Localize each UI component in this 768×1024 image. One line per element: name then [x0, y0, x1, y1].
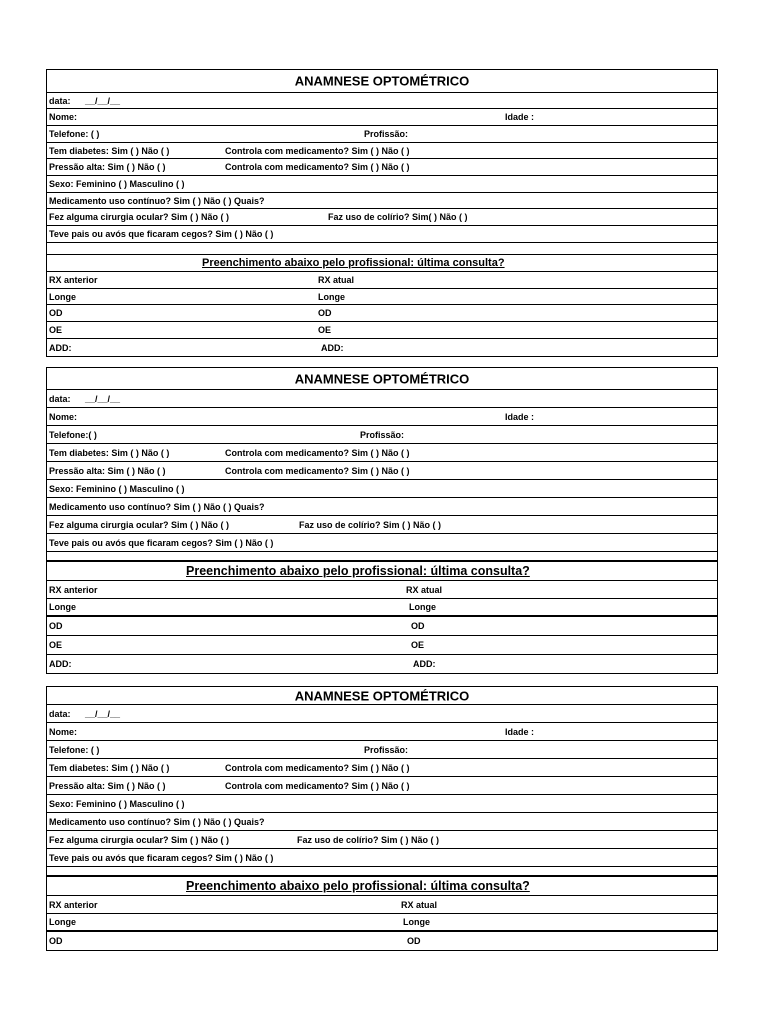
phone-field[interactable]: Telefone: ( )	[49, 129, 100, 139]
phone-row	[47, 741, 717, 759]
oe-row	[47, 636, 717, 655]
oe-atual-field[interactable]: OE	[318, 325, 332, 335]
od-anterior-field[interactable]: OD	[49, 308, 63, 318]
eyedrops-question[interactable]: Faz uso de colírio? Sim ( ) Não ( )	[297, 834, 440, 845]
diabetes-question[interactable]: Tem diabetes: Sim ( ) Não ( )	[49, 145, 170, 156]
name-row	[47, 723, 717, 741]
professional-header-row	[47, 877, 717, 896]
profession-field[interactable]: Profissão:	[360, 429, 405, 440]
eyedrops-question[interactable]: Faz uso de colírio? Sim ( ) Não ( )	[299, 519, 442, 530]
diabetes-row	[47, 444, 717, 462]
diabetes-medication-question[interactable]: Controla com medicamento? Sim ( ) Não ( )	[225, 447, 410, 458]
diabetes-row	[47, 143, 717, 159]
surgery-question[interactable]: Fez alguma cirurgia ocular? Sim ( ) Não ( )	[49, 212, 230, 222]
anamnese-form-2	[46, 367, 718, 674]
blind-relatives-row	[47, 849, 717, 867]
professional-header-row	[47, 255, 717, 272]
date-field[interactable]: __/__/__	[85, 393, 121, 404]
diabetes-question[interactable]: Tem diabetes: Sim ( ) Não ( )	[49, 447, 170, 458]
spacer-row	[47, 552, 717, 562]
longe-atual-field[interactable]: Longe	[318, 291, 345, 302]
rx-atual-label: RX atual	[318, 275, 355, 285]
oe-atual-field[interactable]: OE	[411, 640, 425, 650]
rx-header-row	[47, 272, 717, 289]
add-anterior-field[interactable]: ADD:	[49, 659, 72, 669]
date-field[interactable]: __/__/__	[85, 708, 121, 719]
name-field[interactable]: Nome:	[49, 726, 78, 737]
diabetes-medication-question[interactable]: Controla com medicamento? Sim ( ) Não ( )	[225, 762, 410, 773]
age-field[interactable]: Idade :	[505, 726, 535, 737]
sex-row	[47, 480, 717, 498]
profession-field[interactable]: Profissão:	[364, 744, 409, 755]
longe-row	[47, 914, 717, 932]
od-atual-field[interactable]: OD	[411, 621, 425, 631]
name-row	[47, 109, 717, 126]
longe-anterior-field[interactable]: Longe	[49, 602, 76, 612]
add-row	[47, 655, 717, 673]
medication-question[interactable]: Medicamento uso contínuo? Sim ( ) Não ( ) Quais?	[49, 501, 265, 512]
spacer-row	[47, 867, 717, 877]
surgery-row	[47, 209, 717, 226]
form-title-row	[47, 687, 717, 705]
od-anterior-field[interactable]: OD	[49, 621, 63, 631]
age-field[interactable]: Idade :	[505, 112, 535, 122]
longe-atual-field[interactable]: Longe	[403, 917, 430, 927]
longe-row	[47, 599, 717, 617]
blind-relatives-row	[47, 226, 717, 243]
rx-atual-label: RX atual	[406, 584, 443, 595]
oe-anterior-field[interactable]: OE	[49, 325, 63, 335]
pressure-row	[47, 777, 717, 795]
pressure-question[interactable]: Pressão alta: Sim ( ) Não ( )	[49, 780, 166, 791]
spacer-row	[47, 243, 717, 255]
date-label: data:	[49, 708, 71, 719]
date-row	[47, 390, 717, 408]
date-field[interactable]: __/__/__	[85, 95, 121, 106]
phone-row	[47, 426, 717, 444]
rx-atual-label: RX atual	[401, 899, 438, 910]
anamnese-form-1	[46, 69, 718, 357]
date-row	[47, 93, 717, 109]
pressure-row	[47, 462, 717, 480]
blind-relatives-question[interactable]: Teve pais ou avós que ficaram cegos? Sim ( ) Não ( )	[49, 537, 274, 548]
diabetes-row	[47, 759, 717, 777]
od-row	[47, 305, 717, 322]
name-row	[47, 408, 717, 426]
pressure-medication-question[interactable]: Controla com medicamento? Sim ( ) Não ( )	[225, 780, 410, 791]
longe-row	[47, 289, 717, 305]
surgery-row	[47, 516, 717, 534]
add-anterior-field[interactable]: ADD:	[49, 342, 72, 353]
pressure-question[interactable]: Pressão alta: Sim ( ) Não ( )	[49, 465, 166, 476]
od-atual-field[interactable]: OD	[318, 308, 332, 318]
rx-header-row	[47, 581, 717, 599]
diabetes-question[interactable]: Tem diabetes: Sim ( ) Não ( )	[49, 762, 170, 773]
date-row	[47, 705, 717, 723]
od-row	[47, 932, 717, 950]
surgery-question[interactable]: Fez alguma cirurgia ocular? Sim ( ) Não ( )	[49, 834, 230, 845]
od-atual-field[interactable]: OD	[407, 936, 421, 946]
pressure-medication-question[interactable]: Controla com medicamento? Sim ( ) Não ( )	[225, 465, 410, 476]
sex-question[interactable]: Sexo: Feminino ( ) Masculino ( )	[49, 798, 185, 809]
longe-atual-field[interactable]: Longe	[409, 602, 436, 612]
sex-question[interactable]: Sexo: Feminino ( ) Masculino ( )	[49, 179, 185, 189]
professional-header-row	[47, 562, 717, 581]
rx-anterior-label: RX anterior	[49, 899, 98, 910]
medication-question[interactable]: Medicamento uso contínuo? Sim ( ) Não ( ) Quais?	[49, 816, 265, 827]
age-field[interactable]: Idade :	[505, 411, 535, 422]
add-row	[47, 339, 717, 356]
blind-relatives-question[interactable]: Teve pais ou avós que ficaram cegos? Sim ( ) Não ( )	[49, 229, 274, 239]
rx-header-row	[47, 896, 717, 914]
diabetes-medication-question[interactable]: Controla com medicamento? Sim ( ) Não ( )	[225, 145, 410, 156]
phone-field[interactable]: Telefone: ( )	[49, 744, 100, 755]
profession-field[interactable]: Profissão:	[364, 129, 409, 139]
od-anterior-field[interactable]: OD	[49, 936, 63, 946]
professional-header: Preenchimento abaixo pelo profissional: última consulta?	[186, 879, 530, 893]
pressure-question[interactable]: Pressão alta: Sim ( ) Não ( )	[49, 162, 166, 172]
medication-row	[47, 193, 717, 209]
add-atual-field[interactable]: ADD:	[321, 342, 344, 353]
name-field[interactable]: Nome:	[49, 112, 78, 122]
longe-anterior-field[interactable]: Longe	[49, 291, 76, 302]
sex-row	[47, 795, 717, 813]
professional-header: Preenchimento abaixo pelo profissional: última consulta?	[186, 564, 530, 578]
date-label: data:	[49, 393, 71, 404]
date-label: data:	[49, 95, 71, 106]
medication-question[interactable]: Medicamento uso contínuo? Sim ( ) Não ( ) Quais?	[49, 195, 265, 206]
pressure-row	[47, 159, 717, 176]
form-title-row	[47, 368, 717, 390]
form-title: ANAMNESE OPTOMÉTRICO	[294, 371, 470, 386]
sex-question[interactable]: Sexo: Feminino ( ) Masculino ( )	[49, 483, 185, 494]
sex-row	[47, 176, 717, 193]
form-title: ANAMNESE OPTOMÉTRICO	[294, 73, 470, 89]
oe-anterior-field[interactable]: OE	[49, 640, 63, 650]
add-atual-field[interactable]: ADD:	[413, 659, 436, 669]
eyedrops-question[interactable]: Faz uso de colírio? Sim( ) Não ( )	[328, 212, 468, 222]
name-field[interactable]: Nome:	[49, 411, 78, 422]
medication-row	[47, 498, 717, 516]
blind-relatives-row	[47, 534, 717, 552]
oe-row	[47, 322, 717, 339]
surgery-row	[47, 831, 717, 849]
pressure-medication-question[interactable]: Controla com medicamento? Sim ( ) Não ( )	[225, 162, 410, 172]
medication-row	[47, 813, 717, 831]
surgery-question[interactable]: Fez alguma cirurgia ocular? Sim ( ) Não ( )	[49, 519, 230, 530]
longe-anterior-field[interactable]: Longe	[49, 917, 76, 927]
rx-anterior-label: RX anterior	[49, 584, 98, 595]
form-title: ANAMNESE OPTOMÉTRICO	[294, 688, 470, 703]
blind-relatives-question[interactable]: Teve pais ou avós que ficaram cegos? Sim ( ) Não ( )	[49, 852, 274, 863]
phone-field[interactable]: Telefone:( )	[49, 429, 97, 440]
professional-header: Preenchimento abaixo pelo profissional: última consulta?	[202, 257, 505, 269]
phone-row	[47, 126, 717, 143]
anamnese-form-3	[46, 686, 718, 951]
form-title-row	[47, 70, 717, 93]
od-row	[47, 617, 717, 636]
rx-anterior-label: RX anterior	[49, 275, 98, 285]
